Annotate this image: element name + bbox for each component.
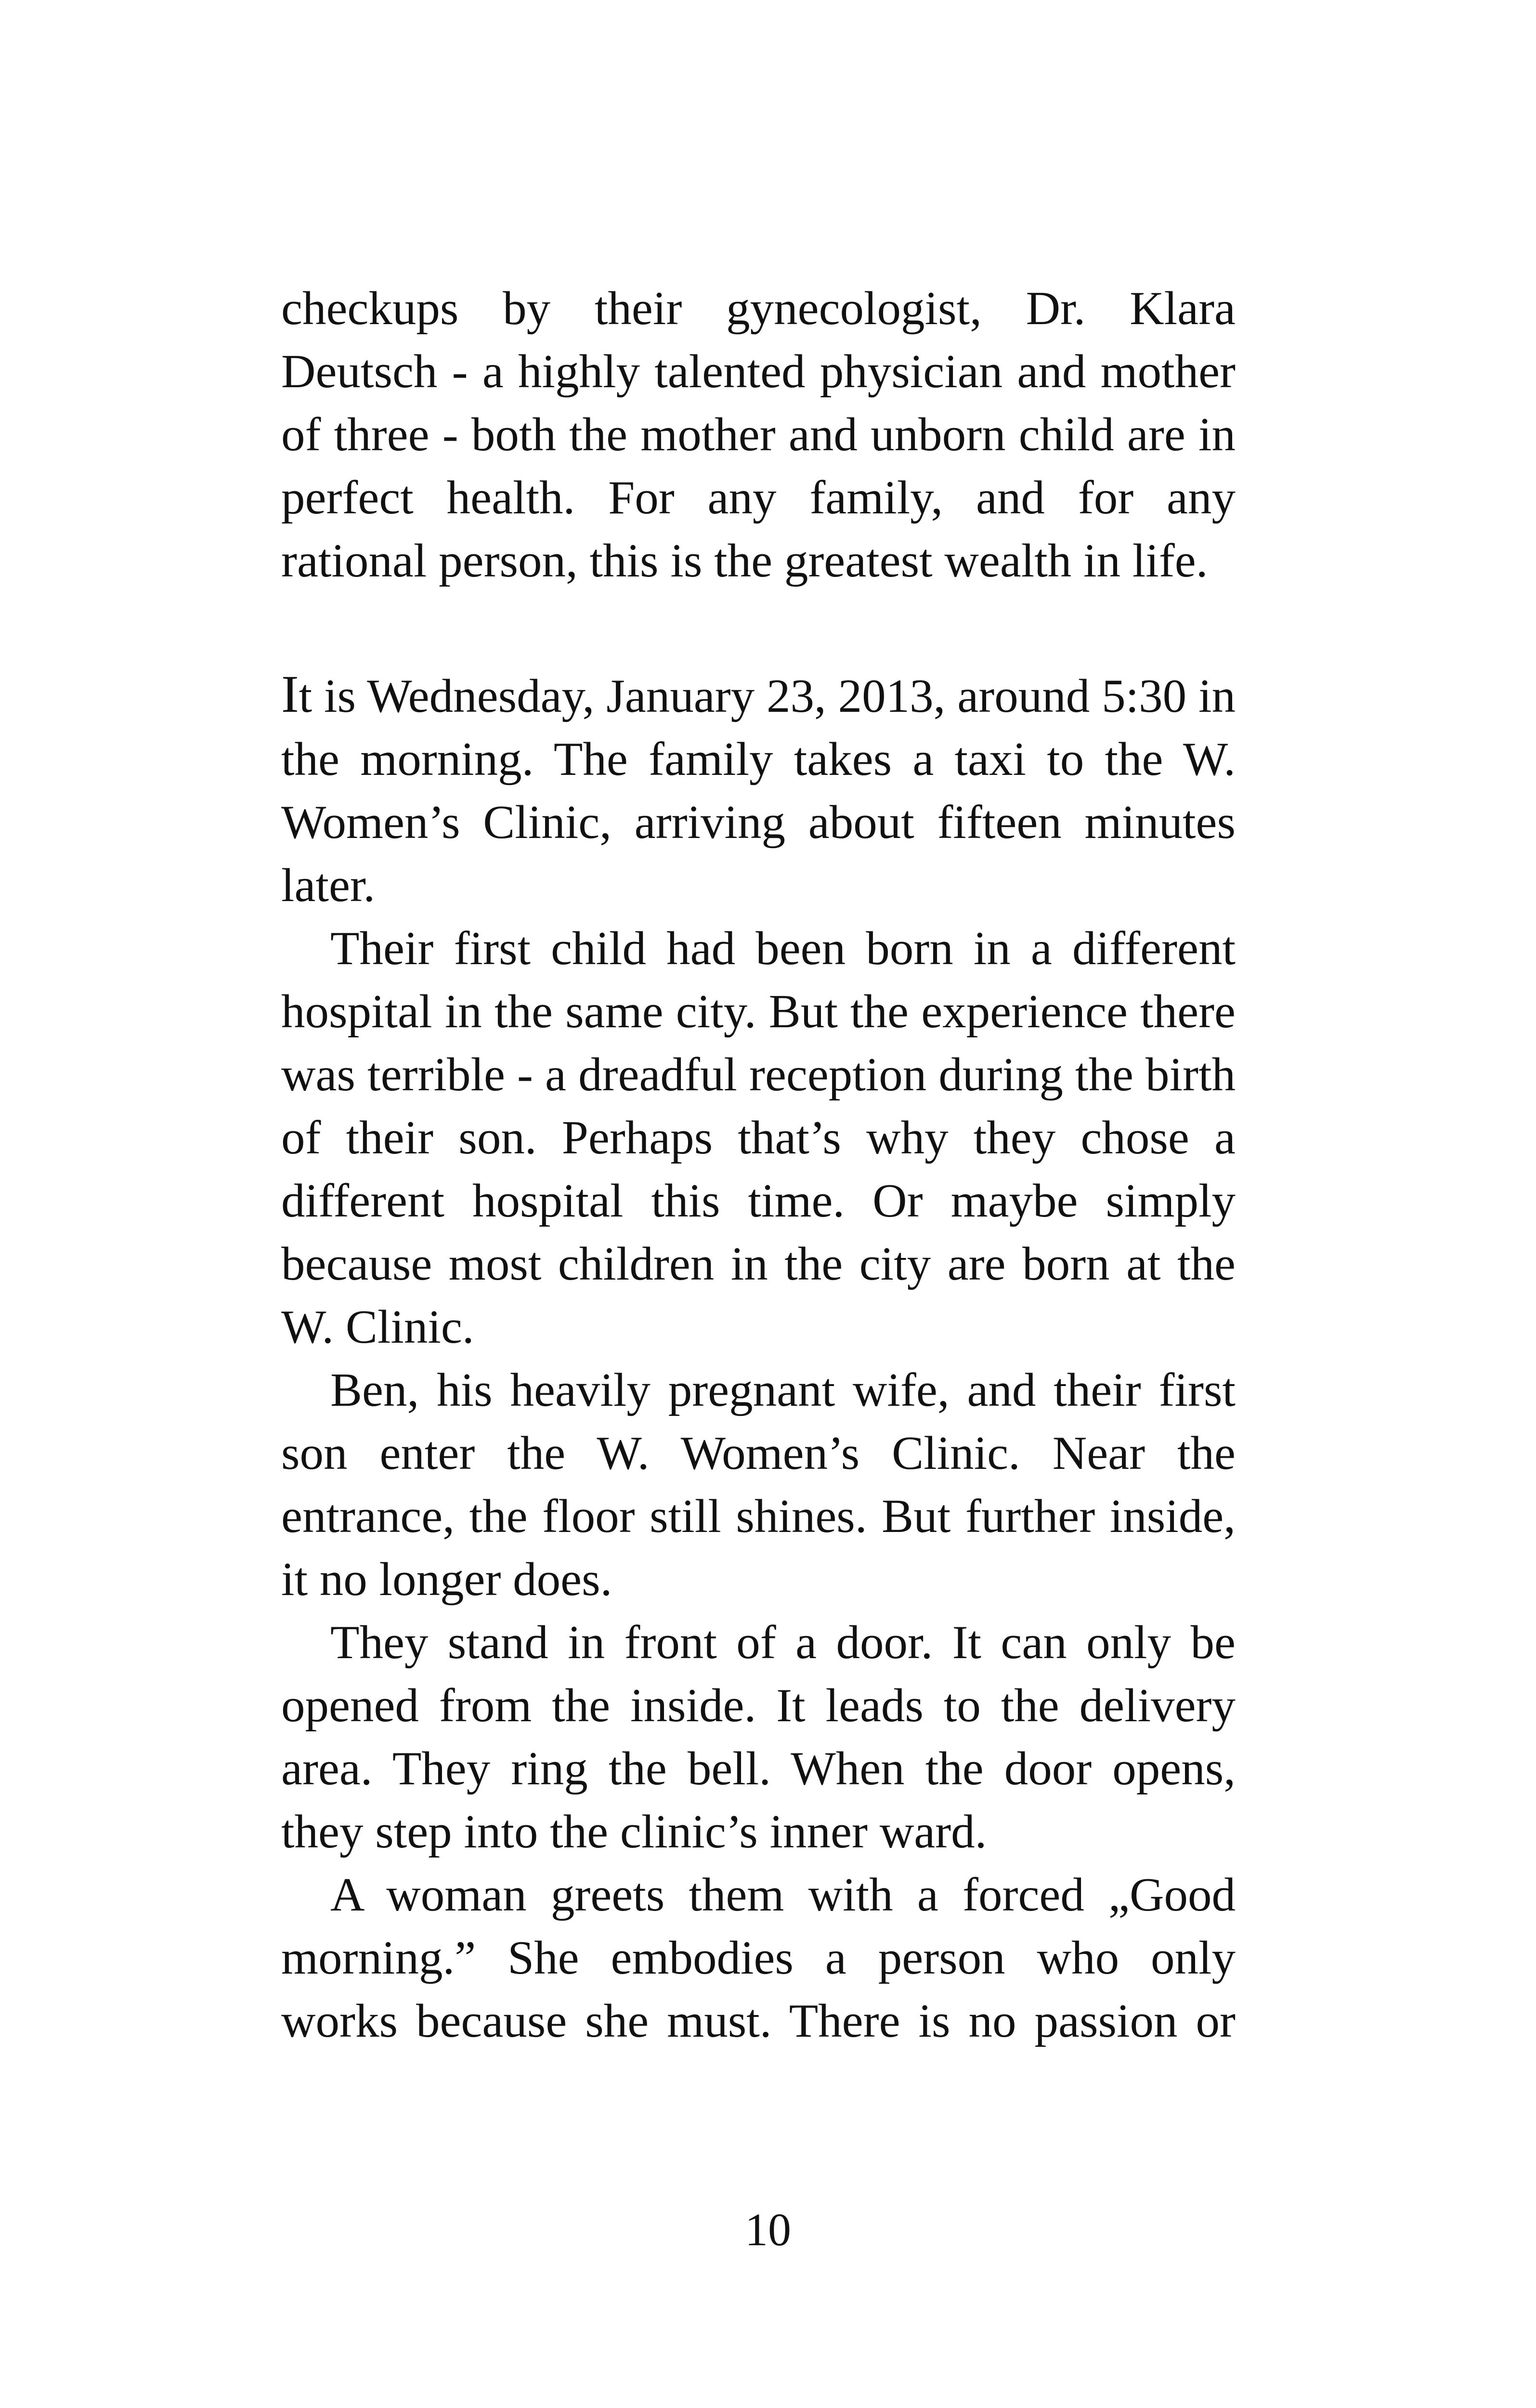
paragraph-continuation bbox=[281, 277, 1236, 592]
page-number: 10 bbox=[745, 2204, 791, 2255]
paragraph-section-start bbox=[281, 665, 1236, 917]
paragraph bbox=[281, 1611, 1236, 1863]
paragraph-continued bbox=[281, 1863, 1236, 2053]
paragraph bbox=[281, 917, 1236, 1359]
paragraph bbox=[281, 1359, 1236, 1611]
paragraph-text: Their first child had been born in a different hospital in the same city. But the experience there was terrible - a dreadful reception during the birth of their son. Perhaps that’s why they chose a different hospital this time. Or maybe simply because most children in the city are born at the W. Clinic. bbox=[281, 922, 1236, 1353]
paragraph-text: A woman greets them with a forced „Good morning.” She embodies a person who only works because she must. There is no passion or bbox=[281, 1869, 1236, 2047]
paragraph-text: Ben, his heavily pregnant wife, and their first son enter the W. Women’s Clinic. Near the entrance, the floor still shines. But further inside, it no longer does. bbox=[281, 1364, 1236, 1606]
paragraph-text: t is Wednesday, January 23, 2013, around 5:30 in the morning. The family takes a taxi to the W. Women’s Clinic, arriving about fifteen minutes later. bbox=[281, 670, 1236, 912]
paragraph-text: checkups by their gynecologist, Dr. Klara Deutsch - a highly talented physician and mother of three - both the mother and unborn child are in perfect health. For any family, and for any rational person, this is the greatest wealth in life. bbox=[281, 282, 1236, 587]
paragraph-text: They stand in front of a door. It can only be opened from the inside. It leads to the delivery area. They ring the bell. When the door opens, they step into the clinic’s inner ward. bbox=[281, 1616, 1236, 1858]
initial-letter: I bbox=[281, 665, 299, 723]
body-text bbox=[281, 277, 1236, 2053]
